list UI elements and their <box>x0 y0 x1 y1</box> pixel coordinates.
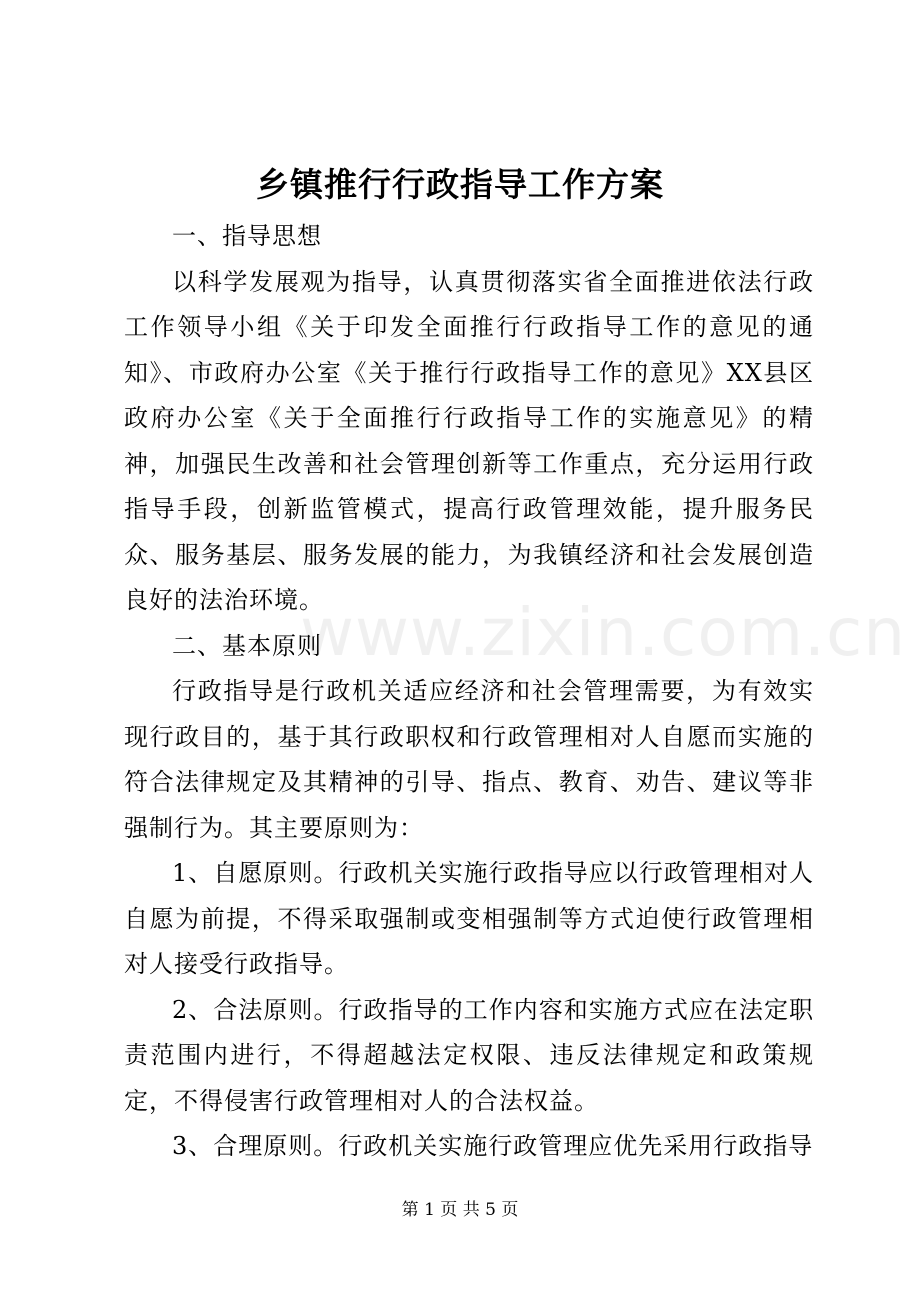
document-title: 乡镇推行行政指导工作方案 <box>256 165 664 204</box>
body-paragraph: 以科学发展观为指导，认真贯彻落实省全面推进依法行政工作领导小组《关于印发全面推行行政指导工作的意见的通知》、市政府办公室《关于推行行政指导工作的意见》XX县区政府办公室《关于全面推行行政指导工作的实施意见》的精神，加强民生改善和社会管理创新等工作重点，充分运用行政指导手段，创新监管模式，提高行政管理效能，提升服务民众、服务基层、服务发展的能力，为我镇经济和社会发展创造良好的法治环境。 <box>124 267 814 614</box>
principle-voluntary: 1、自愿原则。行政机关实施行政指导应以行政管理相对人自愿为前提，不得采取强制或变相强制等方式迫使行政管理相对人接受行政指导。 <box>124 859 814 978</box>
section-heading-guiding-ideology: 一、指导思想 <box>172 222 322 250</box>
body-paragraph: 行政指导是行政机关适应经济和社会管理需要，为有效实现行政目的，基于其行政职权和行政管理相对人自愿而实施的符合法律规定及其精神的引导、指点、教育、劝告、建议等非强制行为。其主要原则为： <box>124 677 814 842</box>
section-heading-basic-principles: 二、基本原则 <box>172 631 322 660</box>
document-body <box>124 214 814 1170</box>
watermark: www.zixin.com.cn <box>300 594 907 671</box>
principle-legal: 2、合法原则。行政指导的工作内容和实施方式应在法定职责范围内进行，不得超越法定权限、违反法律规定和政策规定，不得侵害行政管理相对人的合法权益。 <box>124 995 814 1115</box>
principle-reasonable: 3、合理原则。行政机关实施行政管理应优先采用行政指导 <box>172 1132 814 1160</box>
page-footer: 第 1 页 共 5 页 <box>401 1200 519 1220</box>
